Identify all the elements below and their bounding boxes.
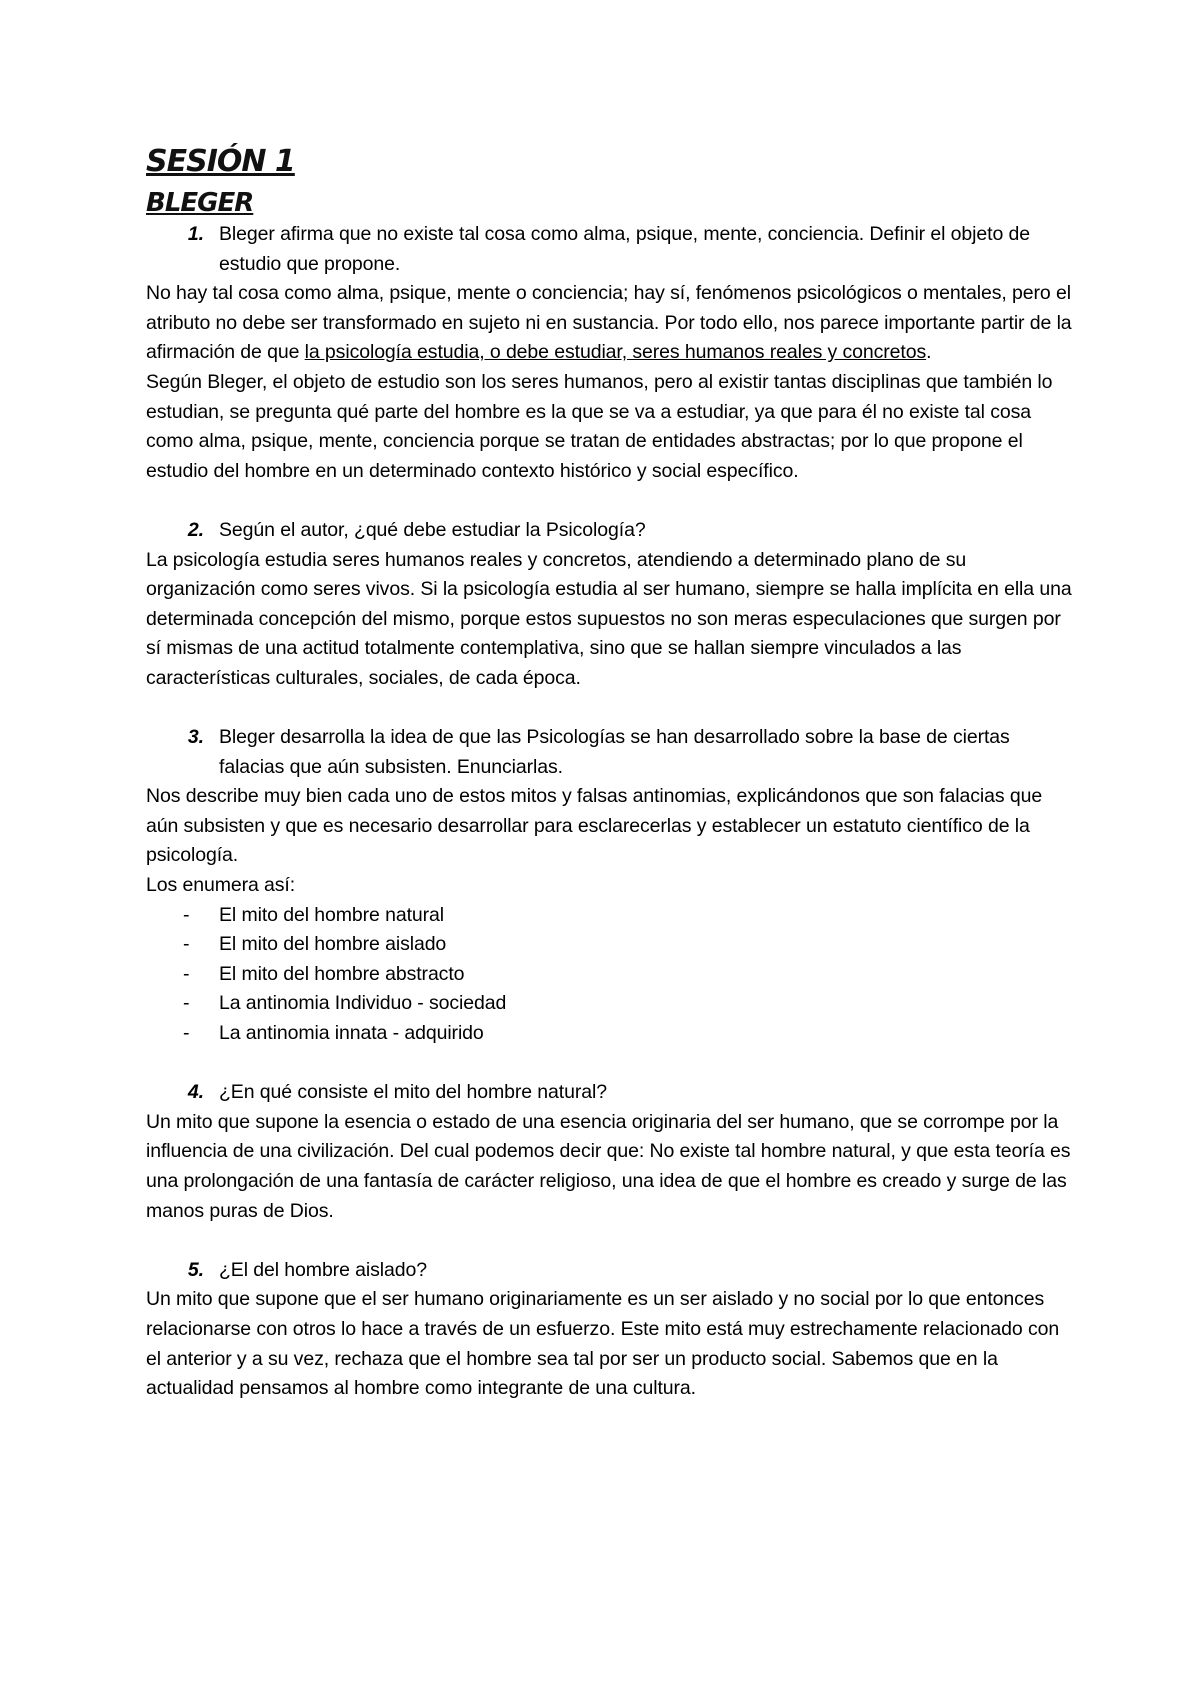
- question-text: Bleger afirma que no existe tal cosa como alma, psique, mente, conciencia. Definir el objeto de estudio que propone.: [219, 223, 1031, 275]
- spacer: [146, 694, 1076, 724]
- answer-text-end: .: [926, 341, 932, 364]
- list-item-text: La antinomia innata - adquirido: [219, 1022, 484, 1045]
- list-item: [146, 930, 1076, 960]
- list-item-text: El mito del hombre abstracto: [219, 962, 465, 985]
- dash-bullet: -: [183, 1022, 190, 1045]
- question-number: 5.: [187, 1258, 204, 1281]
- section-subtitle: BLEGER: [146, 188, 254, 218]
- spacer: [146, 486, 1076, 516]
- list-item-text: El mito del hombre natural: [219, 903, 445, 926]
- underlined-statement: la psicología estudia, o debe estudiar, seres humanos reales y concretos: [304, 341, 927, 364]
- answer-4-paragraph: Un mito que supone la esencia o estado de una esencia originaria del ser humano, que se corrompe por la influencia de una civilización. Del cual podemos decir que: No existe tal hombre natural, y que esta teoría es una prolongación de una fantasía de carácter religioso, una idea de que el hombre es creado y surge de las manos puras de Dios.: [146, 1110, 1071, 1222]
- answer-2-paragraph: La psicología estudia seres humanos reales y concretos, atendiendo a determinado plano de su organización como seres vivos. Si la psicología estudia al ser humano, siempre se halla implícita en ella una determinada concepción del mismo, porque estos supuestos no son meras especulaciones que surgen por sí mismas de una actitud totalmente contemplativa, sino que se hallan siempre vinculados a las características culturales, sociales, de cada época.: [146, 548, 1072, 689]
- dash-bullet: -: [183, 933, 190, 956]
- answer-1-paragraph-1: [146, 279, 1076, 368]
- question-number: 2.: [187, 518, 204, 541]
- dash-bullet: -: [183, 992, 190, 1015]
- list-item: [146, 960, 1076, 990]
- list-item: [146, 901, 1076, 931]
- question-text: Bleger desarrolla la idea de que las Psicologías se han desarrollado sobre la base de ciertas falacias que aún subsisten. Enunciarlas.: [219, 726, 1010, 778]
- answer-1-paragraph-2: Según Bleger, el objeto de estudio son los seres humanos, pero al existir tantas disciplinas que también lo estudian, se pregunta qué parte del hombre es la que se va a estudiar, ya que para él no existe tal cosa como alma, psique, mente, conciencia porque se tratan de entidades abstractas; por lo que propone el estudio del hombre en un determinado contexto histórico y social específico.: [146, 370, 1053, 482]
- list-item: [146, 989, 1076, 1019]
- question-1: [146, 220, 1076, 279]
- answer-text: No hay tal cosa como alma, psique, mente o conciencia; hay sí, fenómenos psicológicos o mentales, pero el atributo no debe ser transformado en sujeto ni en sustancia. Por todo ello, nos parece importante partir de la afirmación de que: [146, 282, 1072, 364]
- question-4: [146, 1078, 1076, 1108]
- question-number: 3.: [187, 726, 204, 749]
- spacer: [146, 1049, 1076, 1079]
- question-number: 1.: [187, 223, 204, 245]
- list-item-text: El mito del hombre aislado: [219, 933, 447, 956]
- dash-bullet: -: [183, 962, 190, 985]
- document-content: [146, 140, 1076, 1404]
- list-item-text: La antinomia Individuo - sociedad: [219, 992, 507, 1015]
- question-text: ¿En qué consiste el mito del hombre natural?: [219, 1081, 607, 1104]
- myths-list: [146, 901, 1076, 1049]
- answer-5-paragraph: Un mito que supone que el ser humano originariamente es un ser aislado y no social por lo que entonces relacionarse con otros lo hace a través de un esfuerzo. Este mito está muy estrechamente relacionado con el anterior y a su vez, rechaza que el hombre sea tal por ser un producto social. Sabemos que en la actualidad pensamos al hombre como integrante de una cultura.: [146, 1288, 1060, 1400]
- question-text: Según el autor, ¿qué debe estudiar la Psicología?: [219, 518, 646, 541]
- question-2: [146, 516, 1076, 546]
- list-intro: Los enumera así:: [146, 874, 296, 897]
- spacer: [146, 1226, 1076, 1256]
- question-number: 4.: [187, 1081, 204, 1104]
- list-item: [146, 1019, 1076, 1049]
- question-3: [146, 723, 1076, 782]
- question-text: ¿El del hombre aislado?: [219, 1258, 427, 1281]
- answer-3-paragraph: Nos describe muy bien cada uno de estos mitos y falsas antinomias, explicándonos que son falacias que aún subsisten y que es necesario desarrollar para esclarecerlas y establecer un estatuto científico de la psicología.: [146, 785, 1043, 867]
- question-5: [146, 1256, 1076, 1286]
- dash-bullet: -: [183, 903, 190, 926]
- page-title: SESIÓN 1: [146, 144, 295, 179]
